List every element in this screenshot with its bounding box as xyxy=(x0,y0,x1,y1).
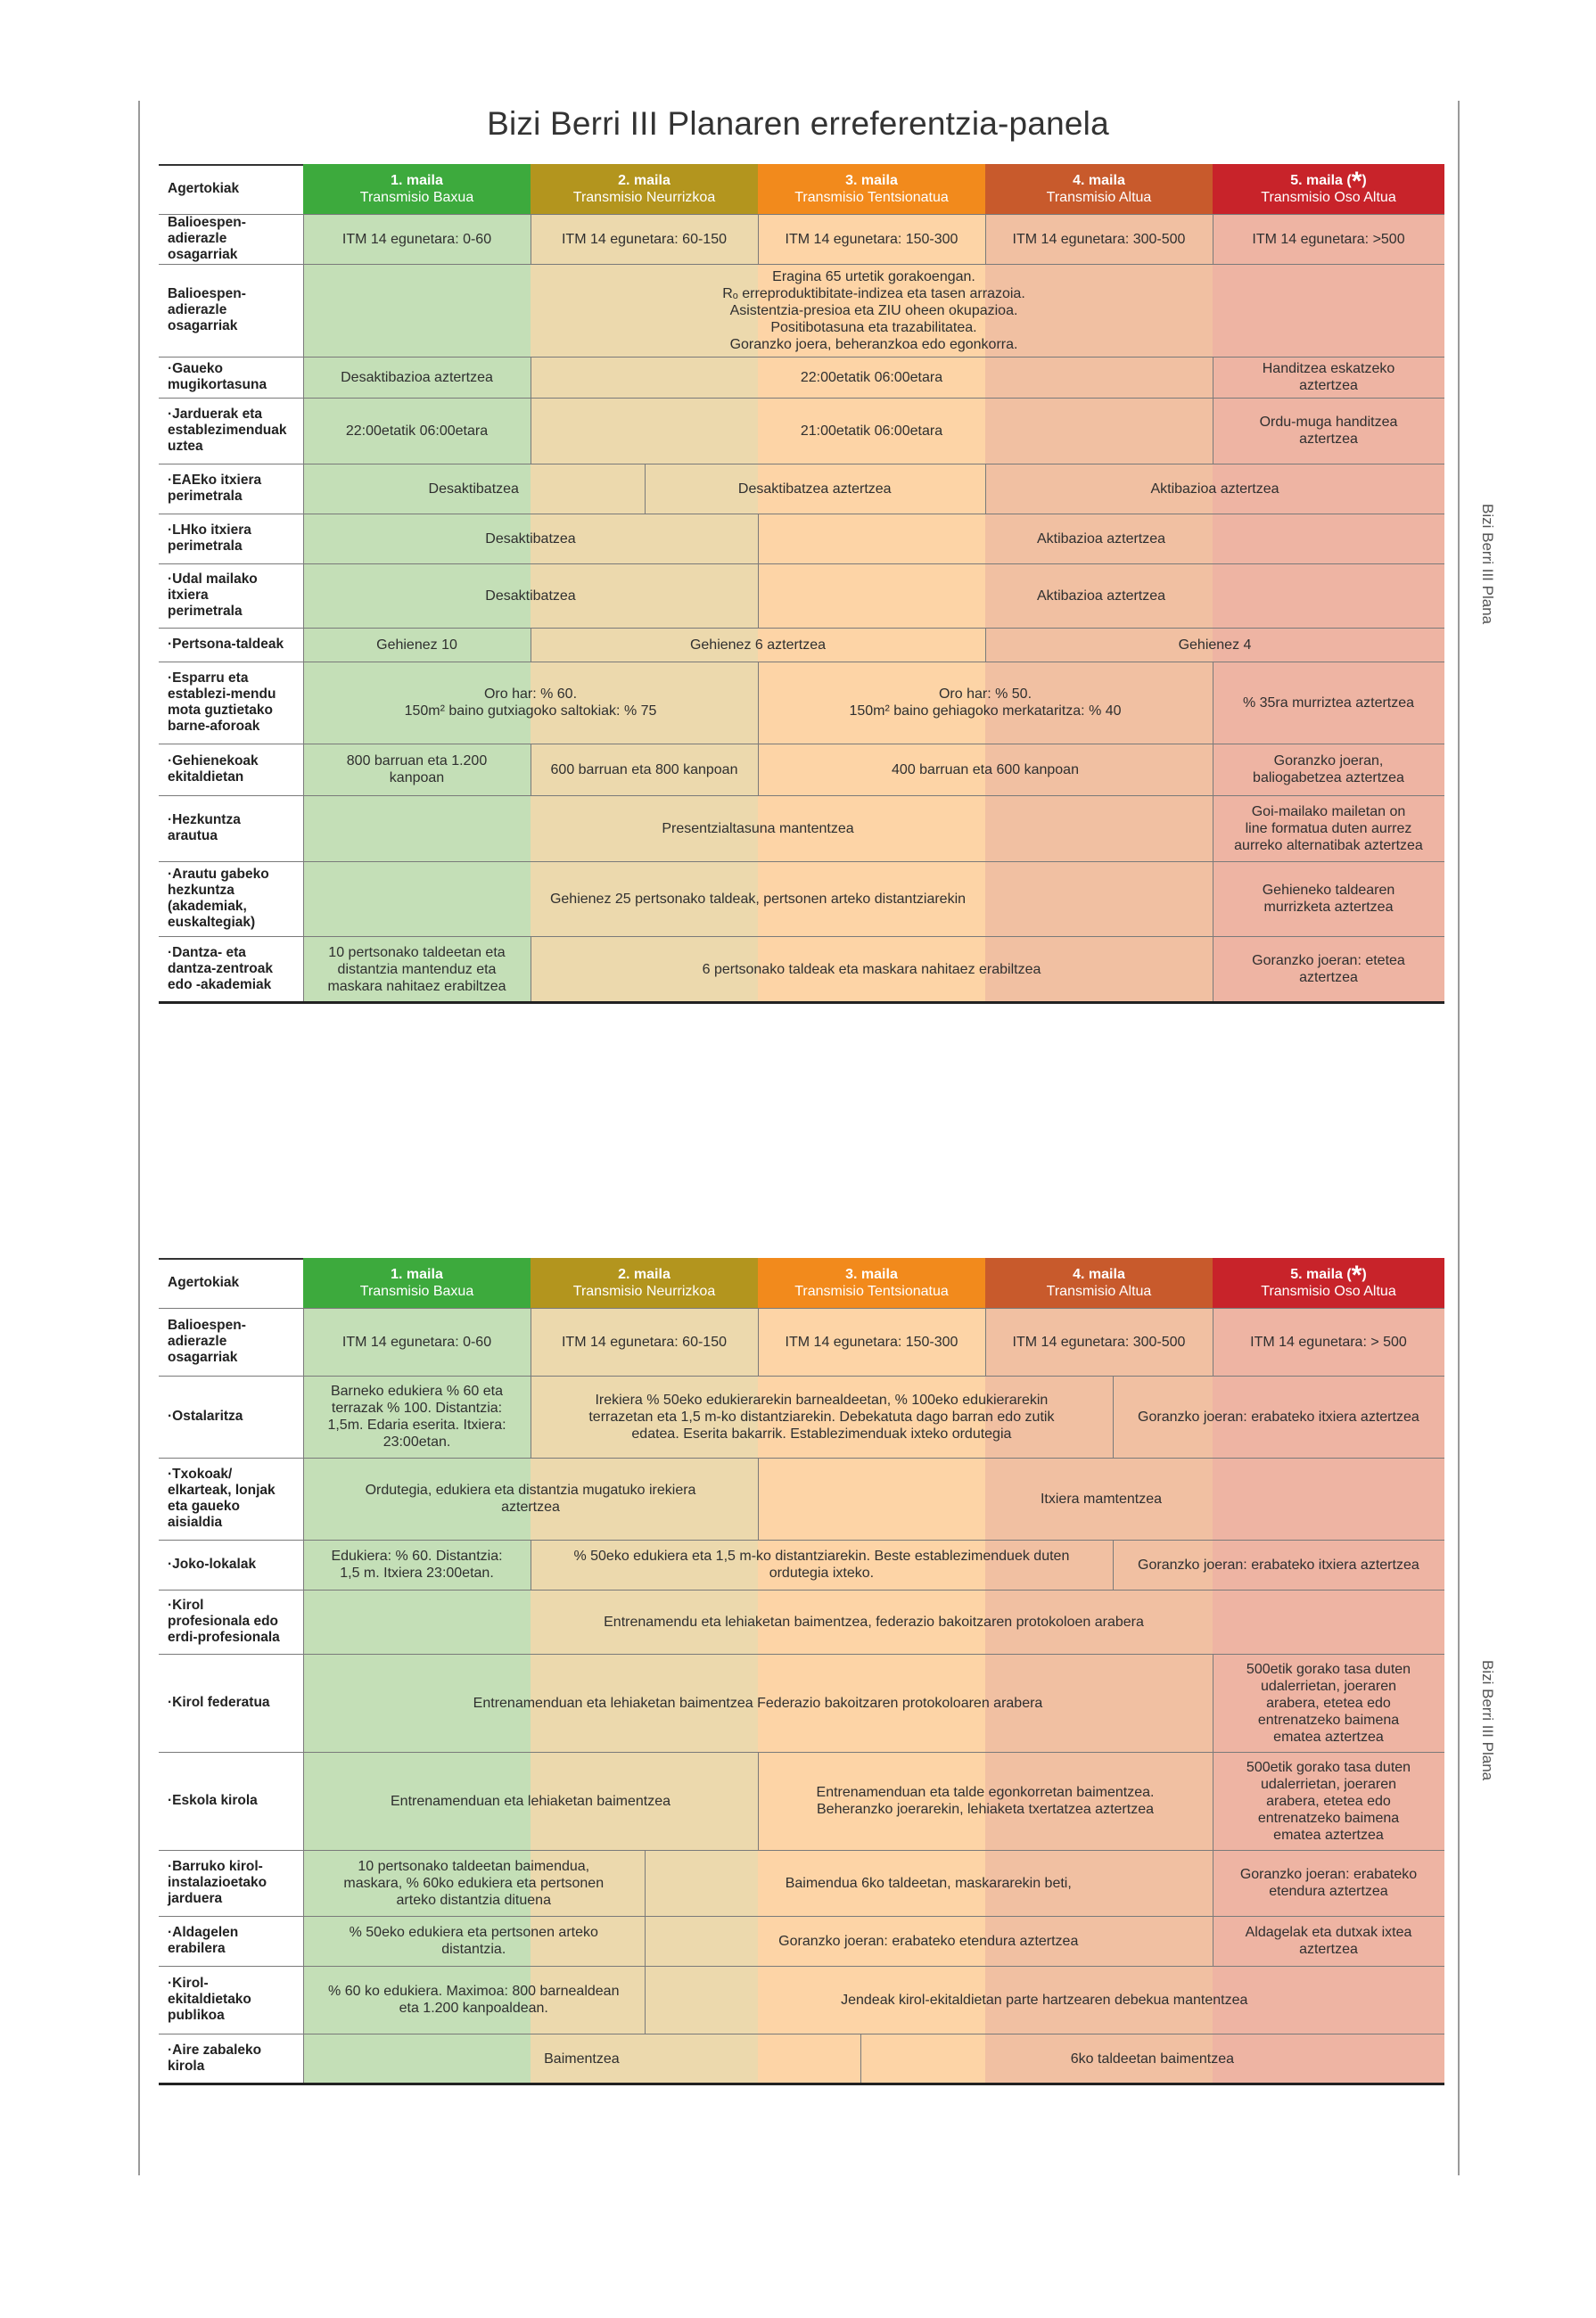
cell-divider xyxy=(1113,1540,1114,1590)
table-cell: ITM 14 egunetara: 150-300 xyxy=(785,231,958,247)
cell-divider xyxy=(645,464,646,514)
level-number: 2. maila xyxy=(618,1267,670,1282)
level-header-2 xyxy=(531,1258,758,1308)
level-number: 4. maila xyxy=(1073,173,1125,188)
table-cell: 600 barruan eta 800 kanpoan xyxy=(550,761,738,777)
cell-divider xyxy=(303,1458,304,1540)
row-label: ·Kirol profesionala edo erdi-profesionala xyxy=(168,1598,280,1645)
level-transmission: Transmisio Oso Altua xyxy=(1261,1284,1396,1299)
cell-divider xyxy=(303,464,304,514)
asterisk-icon: * xyxy=(1351,1261,1362,1290)
table-cell: ITM 14 egunetara: > 500 xyxy=(1250,1334,1407,1350)
reference-table-2 xyxy=(159,1258,1444,2084)
level-transmission: Transmisio Neurrizkoa xyxy=(572,190,716,205)
level-header-4 xyxy=(985,164,1213,214)
table-cell: ITM 14 egunetara: 60-150 xyxy=(561,1334,727,1350)
level-header-5 xyxy=(1213,164,1444,214)
cell-divider xyxy=(303,357,304,398)
level-transmission: Transmisio Neurrizkoa xyxy=(572,1284,716,1299)
table-cell: Goranzko joeran: erabateko itxiera aztertzea xyxy=(1138,1557,1419,1573)
table-cell: Barneko edukiera % 60 eta terrazak % 100. Distantzia: 1,5m. Edaria eserita. Itxiera: 23:00etan. xyxy=(327,1384,506,1450)
cell-divider xyxy=(645,1850,646,1916)
cell-divider xyxy=(985,1308,986,1376)
table-cell: Goi-mailako mailetan on line formatua duten aurrez aurreko alternatibak aztertzea xyxy=(1234,803,1423,853)
cell-divider xyxy=(985,628,986,662)
cell-divider xyxy=(303,398,304,464)
cell-divider xyxy=(758,744,759,795)
cell-divider xyxy=(303,563,304,628)
table-cell: Gehienez 10 xyxy=(376,637,457,653)
level-header-5 xyxy=(1213,1258,1444,1308)
row-label: ·Jarduerak eta establezimenduak uztea xyxy=(168,407,287,454)
table-cell: 22:00etatik 06:00etara xyxy=(800,369,943,385)
table-cell: Presentzialtasuna mantentzea xyxy=(662,820,854,836)
table-cell: Gehieneko taldearen murrizketa aztertzea xyxy=(1262,883,1395,915)
asterisk-close-paren: ) xyxy=(1362,1267,1367,1282)
row-label: ·Ostalaritza xyxy=(168,1409,243,1424)
table-cell: Aktibazioa aztertzea xyxy=(1036,588,1166,604)
level-header-1 xyxy=(303,164,531,214)
level-number: 1. maila xyxy=(391,173,443,188)
cell-divider xyxy=(303,1850,304,1916)
cell-divider xyxy=(758,1458,759,1540)
cell-divider xyxy=(303,2034,304,2084)
table-cell: 6 pertsonako taldeak eta maskara nahitaez erabiltzea xyxy=(702,961,1041,977)
cell-divider xyxy=(303,744,304,795)
level-header-3 xyxy=(758,1258,985,1308)
table-cell: Aktibazioa aztertzea xyxy=(1150,481,1279,497)
table-cell: Entrenamenduan eta talde egonkorretan baimentzea. Beheranzko joerarekin, lehiaketa txertatzea aztertzea xyxy=(816,1785,1155,1817)
cell-divider xyxy=(758,214,759,264)
cell-divider xyxy=(1113,1376,1114,1458)
level-number: 5. maila (*) xyxy=(1290,167,1367,196)
table-bottom-rule xyxy=(159,2083,1444,2085)
table-cell: 10 pertsonako taldeetan baimendua, maskara, % 60ko edukiera eta pertsonen arteko distantzia dituena xyxy=(343,1858,605,1908)
row-label: ·Pertsona-taldeak xyxy=(168,637,284,652)
row-label: Balioespen- adierazle osagarriak xyxy=(168,1318,246,1365)
table-cell: 400 barruan eta 600 kanpoan xyxy=(892,761,1079,777)
row-label: ·EAEko itxiera perimetrala xyxy=(168,473,262,504)
cell-divider xyxy=(758,514,759,563)
table-cell: Goranzko joeran: erabateko etendura aztertzea xyxy=(1239,1867,1418,1899)
row-label: ·Aire zabaleko kirola xyxy=(168,2043,262,2074)
row-label: ·Dantza- eta dantza-zentroak edo -akademiak xyxy=(168,945,273,992)
row-label: ·Gehienekoak ekitaldietan xyxy=(168,753,259,785)
reference-table-1 xyxy=(159,164,1444,1002)
cell-divider xyxy=(303,1590,304,1654)
side-label-top: Bizi Berri III Plana xyxy=(1479,504,1496,625)
row-label: ·Gaueko mugikortasuna xyxy=(168,361,267,392)
table-cell: Goranzko joeran: etetea aztertzea xyxy=(1252,953,1405,985)
asterisk-close-paren: ) xyxy=(1362,173,1367,188)
level-header-4 xyxy=(985,1258,1213,1308)
asterisk-icon: * xyxy=(1351,167,1362,196)
cell-divider xyxy=(303,1654,304,1752)
cell-divider xyxy=(645,1966,646,2034)
row-label: Balioespen- adierazle osagarriak xyxy=(168,215,246,262)
table-cell: Desaktibazioa aztertzea xyxy=(341,369,493,385)
level-header-1 xyxy=(303,1258,531,1308)
table-cell: ITM 14 egunetara: 0-60 xyxy=(341,231,492,247)
table-cell: ITM 14 egunetara: >500 xyxy=(1252,231,1405,247)
cell-divider xyxy=(303,514,304,563)
level-transmission: Transmisio Oso Altua xyxy=(1261,190,1396,205)
cell-divider xyxy=(758,1308,759,1376)
table-cell: % 50eko edukiera eta 1,5 m-ko distantziarekin. Beste establezimenduek duten ordutegia ixteko. xyxy=(573,1549,1070,1581)
header-corner-label: Agertokiak xyxy=(168,181,240,196)
table-cell: Edukiera: % 60. Distantzia: 1,5 m. Itxiera 23:00etan. xyxy=(331,1549,503,1581)
row-label: ·Barruko kirol- instalazioetako jarduera xyxy=(168,1859,267,1906)
row-label: ·Txokoak/ elkarteak, lonjak eta gaueko aisialdia xyxy=(168,1467,276,1530)
level-header-3 xyxy=(758,164,985,214)
cell-divider xyxy=(303,628,304,662)
table-cell: % 50eko edukiera eta pertsonen arteko distantzia. xyxy=(349,1925,598,1957)
table-cell: ITM 14 egunetara: 300-500 xyxy=(1012,231,1186,247)
table-cell: Desaktibatzea aztertzea xyxy=(737,481,892,497)
level-number: 3. maila xyxy=(845,173,898,188)
table-cell: ITM 14 egunetara: 0-60 xyxy=(341,1334,492,1350)
table-grid xyxy=(159,1258,1444,2084)
table-cell: Entrenamenduan eta lehiaketan baimentzea Federazio bakoitzaren protokoloaren arabera xyxy=(473,1695,1043,1711)
level-transmission: Transmisio Altua xyxy=(1046,190,1152,205)
table-cell: Ordutegia, edukiera eta distantzia mugatuko irekiera aztertzea xyxy=(365,1483,696,1515)
table-cell: Handitzea eskatzeko aztertzea xyxy=(1262,361,1395,393)
table-cell: Jendeak kirol-ekitaldietan parte hartzearen debekua mantentzea xyxy=(841,1992,1248,2008)
table-cell: Gehienez 25 pertsonako taldeak, pertsonen arteko distantziarekin xyxy=(549,891,967,907)
table-cell: 21:00etatik 06:00etara xyxy=(800,423,943,439)
cell-divider xyxy=(303,1752,304,1850)
table-cell: 10 pertsonako taldeetan eta distantzia mantenduz eta maskara nahitaez erabiltzea xyxy=(327,944,506,994)
left-margin-rule xyxy=(138,101,140,2175)
table-cell: Baimendua 6ko taldeetan, maskararekin beti, xyxy=(785,1875,1072,1891)
cell-divider xyxy=(303,1540,304,1590)
row-label: ·Arautu gabeko hezkuntza (akademiak, euskaltegiak) xyxy=(168,867,269,930)
table-cell: 800 barruan eta 1.200 kanpoan xyxy=(346,753,488,785)
cell-divider xyxy=(303,264,304,357)
cell-divider xyxy=(985,464,986,514)
table-cell: Goranzko joeran: erabateko etendura aztertzea xyxy=(778,1933,1079,1949)
table-cell: 6ko taldeetan baimentzea xyxy=(1070,2051,1234,2067)
cell-divider xyxy=(303,795,304,861)
cell-divider xyxy=(303,1916,304,1966)
cell-divider xyxy=(985,214,986,264)
row-label: ·LHko itxiera perimetrala xyxy=(168,522,251,554)
cell-divider xyxy=(303,1376,304,1458)
row-label: ·Kirol federatua xyxy=(168,1695,270,1710)
table-cell: 500etik gorako tasa duten udalerrietan, joeraren arabera, etetea edo entrenatzeko baimena ematea aztertzea xyxy=(1246,1759,1411,1843)
row-label: ·Hezkuntza arautua xyxy=(168,812,241,843)
level-number: 3. maila xyxy=(845,1267,898,1282)
table-grid xyxy=(159,164,1444,1002)
table-cell: % 60 ko edukiera. Maximoa: 800 barnealdean eta 1.200 kanpoaldean. xyxy=(328,1984,620,2016)
table-cell: Desaktibatzea xyxy=(428,481,519,497)
table-cell: Irekiera % 50eko edukierarekin barnealdeetan, % 100eko edukierarekin terrazetan eta 1,5 m-ko distantziarekin. Debekatuta dago barran edo zutik edatea. Eserita bakarrik. Establezimenduak ixteko ordutegia xyxy=(588,1392,1055,1442)
cell-divider xyxy=(758,1752,759,1850)
level-header-2 xyxy=(531,164,758,214)
table-cell: 500etik gorako tasa duten udalerrietan, joeraren arabera, etetea edo entrenatzeko baimena ematea aztertzea xyxy=(1246,1661,1411,1745)
right-margin-rule xyxy=(1458,101,1460,2175)
row-label: ·Udal mailako itxiera perimetrala xyxy=(168,571,258,619)
table-cell: Aldagelak eta dutxak ixtea aztertzea xyxy=(1245,1925,1412,1957)
table-cell: Oro har: % 60. 150m² baino gutxiagoko saltokiak: % 75 xyxy=(404,686,657,719)
cell-divider xyxy=(303,662,304,744)
table-cell: Eragina 65 urtetik gorakoengan. Rₒ erreproduktibitate-indizea eta tasen arrazoia. Asistentzia-presioa eta ZIU oheen okupazioa. Positibotasuna eta trazabilitatea. Goranzko joera, beheranzkoa edo egonkorra. xyxy=(722,268,1025,352)
table-bottom-rule xyxy=(159,1001,1444,1004)
level-transmission: Transmisio Altua xyxy=(1046,1284,1152,1299)
table-cell: ITM 14 egunetara: 150-300 xyxy=(785,1334,958,1350)
cell-divider xyxy=(758,563,759,628)
level-number: 4. maila xyxy=(1073,1267,1125,1282)
cell-divider xyxy=(303,936,304,1002)
level-transmission: Transmisio Baxua xyxy=(359,1284,474,1299)
table-cell: Entrenamendu eta lehiaketan baimentzea, federazio bakoitzaren protokoloen arabera xyxy=(604,1614,1144,1630)
cell-divider xyxy=(758,662,759,744)
cell-divider xyxy=(303,1966,304,2034)
row-label: ·Eskola kirola xyxy=(168,1793,258,1808)
table-cell: Desaktibatzea xyxy=(485,530,576,547)
header-corner-label: Agertokiak xyxy=(168,1275,240,1290)
table-cell: Desaktibatzea xyxy=(485,588,576,604)
level-transmission: Transmisio Tentsionatua xyxy=(794,190,949,205)
table-cell: Goranzko joeran: erabateko itxiera aztertzea xyxy=(1138,1409,1419,1425)
table-cell: 22:00etatik 06:00etara xyxy=(345,423,489,439)
row-label: ·Aldagelen erabilera xyxy=(168,1925,239,1956)
cell-divider xyxy=(860,2034,861,2084)
level-transmission: Transmisio Tentsionatua xyxy=(794,1284,949,1299)
level-number: 5. maila (*) xyxy=(1290,1261,1367,1290)
table-cell: Aktibazioa aztertzea xyxy=(1036,530,1166,547)
table-cell: % 35ra murriztea aztertzea xyxy=(1242,695,1415,711)
table-cell: Gehienez 6 aztertzea xyxy=(689,637,827,653)
table-cell: ITM 14 egunetara: 300-500 xyxy=(1012,1334,1186,1350)
cell-divider xyxy=(645,1916,646,1966)
row-label: Balioespen- adierazle osagarriak xyxy=(168,286,246,333)
table-cell: ITM 14 egunetara: 60-150 xyxy=(561,231,727,247)
table-cell: Gehienez 4 xyxy=(1178,637,1252,653)
cell-divider xyxy=(303,1308,304,1376)
table-cell: Baimentzea xyxy=(544,2051,620,2067)
table-cell: Itxiera mamtentzea xyxy=(1040,1491,1163,1507)
table-cell: Oro har: % 50. 150m² baino gehiagoko merkataritza: % 40 xyxy=(849,686,1122,719)
cell-divider xyxy=(303,214,304,264)
table-cell: Entrenamenduan eta lehiaketan baimentzea xyxy=(391,1793,670,1809)
table-cell: Goranzko joeran, baliogabetzea aztertzea xyxy=(1253,753,1404,785)
row-label: ·Joko-lokalak xyxy=(168,1557,257,1572)
table-cell: Ordu-muga handitzea aztertzea xyxy=(1259,415,1398,447)
page-title: Bizi Berri III Planaren erreferentzia-panela xyxy=(487,105,1109,142)
level-number: 2. maila xyxy=(618,173,670,188)
row-label: ·Esparru eta establezi-mendu mota guztietako barne-aforoak xyxy=(168,670,276,734)
cell-divider xyxy=(303,861,304,936)
row-label: ·Kirol- ekitaldietako publikoa xyxy=(168,1976,251,2023)
level-number: 1. maila xyxy=(391,1267,443,1282)
side-label-bottom: Bizi Berri III Plana xyxy=(1479,1660,1496,1781)
level-transmission: Transmisio Baxua xyxy=(359,190,474,205)
